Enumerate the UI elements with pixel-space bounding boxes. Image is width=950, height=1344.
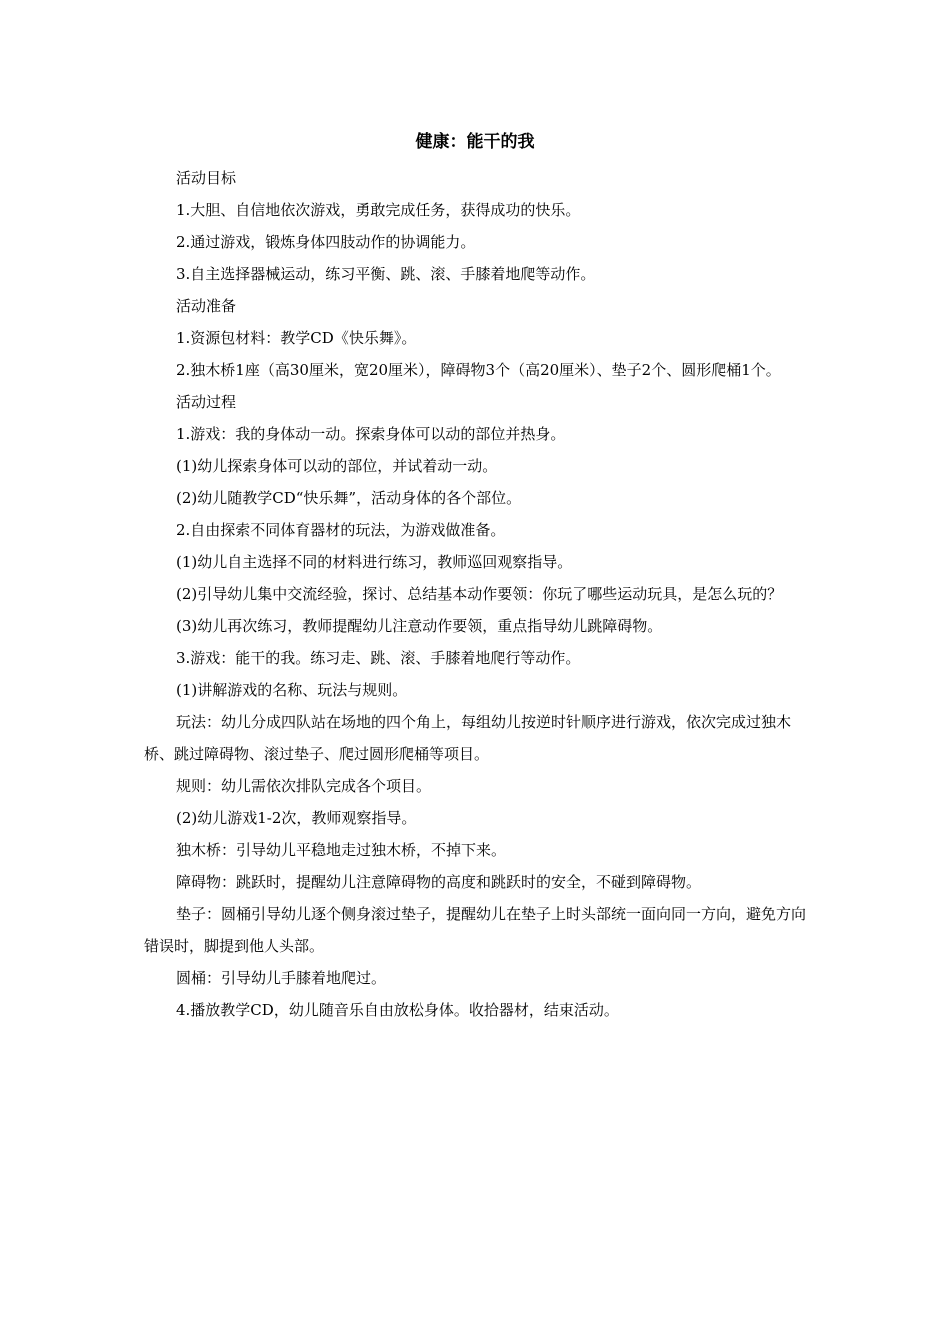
paragraph: 圆桶：引导幼儿手膝着地爬过。 (176, 969, 387, 987)
section-heading-goals: 活动目标 (176, 169, 237, 187)
section-heading-process: 活动过程 (176, 393, 237, 411)
paragraph: (1)幼儿探索身体可以动的部位，并试着动一动。 (176, 457, 498, 475)
paragraph: (2)幼儿游戏1-2次，教师观察指导。 (176, 809, 417, 827)
paragraph: 3.游戏：能干的我。练习走、跳、滚、手膝着地爬行等动作。 (176, 649, 581, 667)
paragraph: (2)幼儿随教学CD“快乐舞”，活动身体的各个部位。 (176, 489, 522, 507)
paragraph: (1)讲解游戏的名称、玩法与规则。 (176, 681, 408, 699)
paragraph: (3)幼儿再次练习，教师提醒幼儿注意动作要领，重点指导幼儿跳障碍物。 (176, 617, 663, 635)
paragraph: 1.资源包材料：教学CD《快乐舞》。 (176, 329, 417, 347)
paragraph: 独木桥：引导幼儿平稳地走过独木桥，不掉下来。 (176, 841, 507, 859)
paragraph: 3.自主选择器械运动，练习平衡、跳、滚、手膝着地爬等动作。 (176, 265, 596, 283)
paragraph: 玩法：幼儿分成四队站在场地的四个角上，每组幼儿按逆时针顺序进行游戏，依次完成过独木桥、跳过障碍物、滚过垫子、爬过圆形爬桶等项目。 (144, 713, 792, 763)
paragraph: 规则：幼儿需依次排队完成各个项目。 (176, 777, 432, 795)
document-title: 健康：能干的我 (415, 132, 535, 152)
paragraph: 4.播放教学CD，幼儿随音乐自由放松身体。收拾器材，结束活动。 (176, 1001, 619, 1019)
paragraph: (1)幼儿自主选择不同的材料进行练习，教师巡回观察指导。 (176, 553, 573, 571)
paragraph: 2.自由探索不同体育器材的玩法，为游戏做准备。 (176, 521, 506, 539)
section-heading-preparation: 活动准备 (176, 297, 237, 315)
document-body (144, 162, 808, 1026)
paragraph: 1.大胆、自信地依次游戏，勇敢完成任务，获得成功的快乐。 (176, 201, 581, 219)
paragraph: (2)引导幼儿集中交流经验，探讨、总结基本动作要领：你玩了哪些运动玩具，是怎么玩的？ (176, 585, 783, 603)
paragraph: 2.通过游戏，锻炼身体四肢动作的协调能力。 (176, 233, 476, 251)
paragraph: 1.游戏：我的身体动一动。探索身体可以动的部位并热身。 (176, 425, 566, 443)
paragraph: 垫子：圆桶引导幼儿逐个侧身滚过垫子，提醒幼儿在垫子上时头部统一面向同一方向，避免方向错误时，脚提到他人头部。 (144, 905, 807, 955)
paragraph: 障碍物：跳跃时，提醒幼儿注意障碍物的高度和跳跃时的安全，不碰到障碍物。 (176, 873, 702, 891)
paragraph: 2.独木桥1座（高30厘米，宽20厘米），障碍物3个（高20厘米）、垫子2个、圆形爬桶1个。 (176, 361, 781, 379)
